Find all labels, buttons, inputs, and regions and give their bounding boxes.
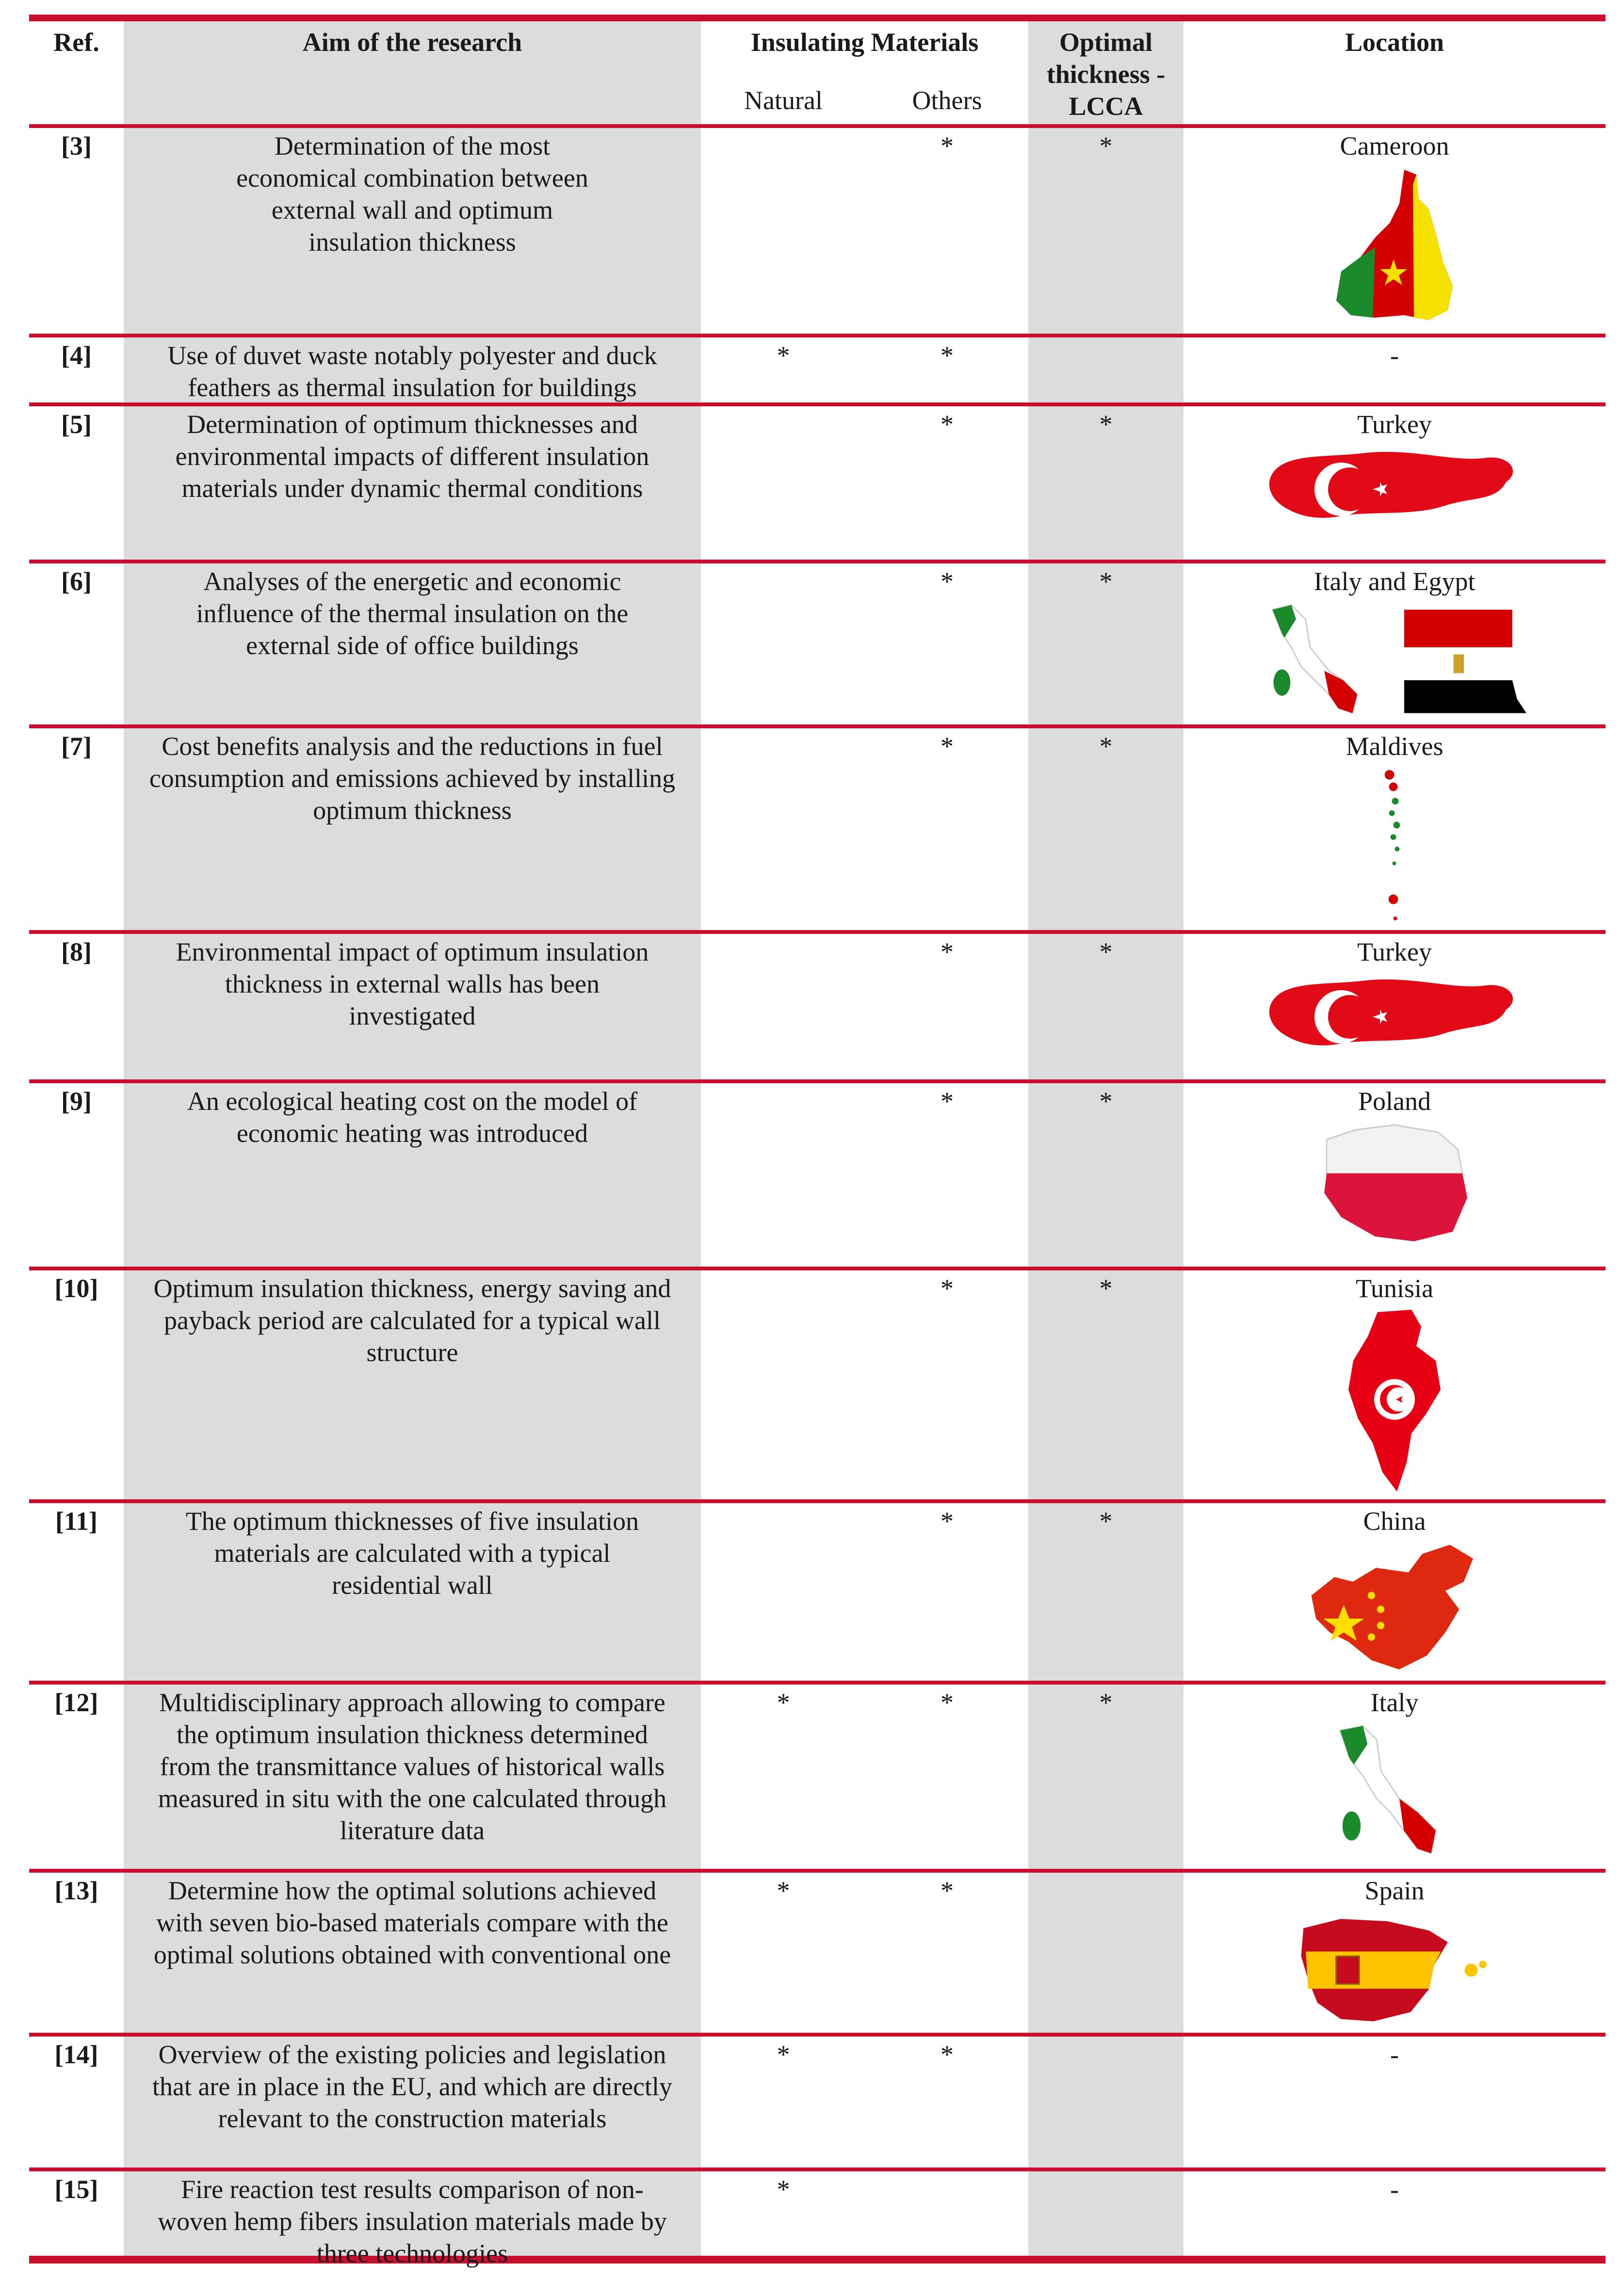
row-ref: [5]	[61, 410, 92, 439]
header-natural: Natural	[744, 86, 823, 115]
header-others: Others	[912, 86, 982, 115]
row-aim: Fire reaction test results comparison of non-woven hemp fibers insulation materials made by three technologies	[158, 2175, 667, 2268]
row-divider	[29, 560, 1606, 563]
row-others: *	[941, 341, 954, 370]
row-aim: Determine how the optimal solutions achieved with seven bio-based materials compare with the optimal solutions obtained with conventional one	[153, 1876, 671, 1969]
row-ref: [14]	[54, 2040, 98, 2069]
turkey-map-icon	[1268, 443, 1521, 533]
row-optimal: *	[1099, 1507, 1113, 1536]
optimal-column-bg	[1028, 20, 1184, 2256]
row-aim: Analyses of the energetic and economic influence of the thermal insulation on the external side of office buildings	[196, 567, 629, 660]
row-divider	[29, 334, 1606, 337]
row-aim: Determination of optimum thicknesses and environmental impacts of different insulation materials under dynamic thermal conditions	[175, 410, 649, 503]
tunisia-map-icon	[1339, 1307, 1450, 1499]
row-ref: [12]	[54, 1688, 98, 1717]
row-others: *	[941, 937, 954, 966]
italy-map-icon	[1331, 1721, 1459, 1869]
row-location: -	[1390, 341, 1399, 370]
row-optimal: *	[1099, 131, 1113, 161]
row-others: *	[941, 131, 954, 161]
row-optimal: *	[1099, 1274, 1113, 1303]
row-natural: *	[777, 2175, 790, 2204]
row-optimal: *	[1099, 1688, 1113, 1717]
row-natural: *	[777, 1876, 790, 1905]
header-insulating: Insulating Materials	[750, 28, 979, 57]
row-others: *	[941, 1087, 954, 1116]
turkey-map-icon	[1268, 971, 1521, 1060]
row-aim: The optimum thicknesses of five insulation materials are calculated with a typical residential wall	[185, 1507, 639, 1600]
row-divider	[29, 724, 1606, 728]
row-ref: [9]	[61, 1087, 92, 1116]
row-location: Italy and Egypt	[1314, 567, 1476, 596]
row-location: Italy	[1370, 1688, 1419, 1717]
row-location: Maldives	[1346, 732, 1444, 761]
row-location: -	[1390, 2040, 1399, 2069]
row-others: *	[941, 410, 954, 439]
row-natural: *	[777, 1688, 790, 1717]
row-optimal: *	[1099, 732, 1113, 761]
row-divider	[29, 1869, 1606, 1873]
row-divider	[29, 2033, 1606, 2037]
row-location: Turkey	[1357, 410, 1432, 439]
row-natural: *	[777, 2040, 790, 2069]
row-divider	[29, 930, 1606, 934]
row-others: *	[941, 1876, 954, 1905]
row-ref: [13]	[54, 1876, 98, 1905]
row-location: Turkey	[1357, 937, 1432, 966]
row-aim: Environmental impact of optimum insulation thickness in external walls has been investigated	[176, 937, 649, 1030]
row-location: Spain	[1364, 1876, 1425, 1905]
row-aim: Multidisciplinary approach allowing to compare the optimum insulation thickness determined from the transmittance values of historical walls measured in situ with the one calculated through literature data	[158, 1688, 667, 1845]
row-ref: [4]	[61, 341, 92, 370]
row-optimal: *	[1099, 937, 1113, 966]
row-ref: [15]	[54, 2175, 98, 2204]
row-others: *	[941, 732, 954, 761]
top-rule	[29, 15, 1606, 21]
row-divider	[29, 1681, 1606, 1685]
row-location: Cameroon	[1340, 131, 1449, 161]
row-divider	[29, 1079, 1606, 1083]
header-ref: Ref.	[53, 28, 99, 57]
row-location: China	[1363, 1507, 1426, 1536]
row-others: *	[941, 2040, 954, 2069]
row-optimal: *	[1099, 567, 1113, 596]
row-aim: Cost benefits analysis and the reductions in fuel consumption and emissions achieved by installing optimum thickness	[149, 732, 676, 825]
row-aim: Use of duvet waste notably polyester and duck feathers as thermal insulation for buildings	[167, 341, 657, 402]
cameroon-map-icon	[1331, 165, 1458, 327]
row-others: *	[941, 567, 954, 596]
row-others: *	[941, 1688, 954, 1717]
header-location: Location	[1345, 28, 1444, 57]
row-divider	[29, 2168, 1606, 2171]
row-location: Poland	[1358, 1087, 1431, 1116]
row-divider	[29, 124, 1606, 128]
row-optimal: *	[1099, 410, 1113, 439]
row-ref: [10]	[54, 1274, 98, 1303]
row-aim: Optimum insulation thickness, energy saving and payback period are calculated for a typical wall structure	[153, 1274, 671, 1367]
row-ref: [3]	[61, 131, 92, 161]
row-divider	[29, 1267, 1606, 1270]
row-location: -	[1390, 2175, 1399, 2204]
header-optimal: Optimal thickness - LCCA	[1046, 28, 1166, 121]
row-location: Tunisia	[1355, 1274, 1434, 1303]
row-others: *	[941, 1274, 954, 1303]
row-ref: [7]	[61, 732, 92, 761]
row-others: *	[941, 1507, 954, 1536]
row-natural: *	[777, 341, 790, 370]
row-divider	[29, 1499, 1606, 1503]
row-aim: Determination of the most economical combination between external wall and optimum insulation thickness	[236, 131, 588, 257]
china-map-icon	[1307, 1540, 1482, 1681]
italy-egypt-map-icon	[1263, 600, 1526, 725]
spain-map-icon	[1294, 1910, 1494, 2033]
row-aim: Overview of the existing policies and legislation that are in place in the EU, and which are directly relevant to the construction materials	[152, 2040, 673, 2133]
row-ref: [8]	[61, 937, 92, 966]
row-optimal: *	[1099, 1087, 1113, 1116]
header-aim: Aim of the research	[302, 28, 522, 57]
poland-map-icon	[1317, 1120, 1472, 1249]
row-ref: [11]	[55, 1507, 97, 1536]
row-aim: An ecological heating cost on the model of economic heating was introduced	[187, 1087, 638, 1148]
row-ref: [6]	[61, 567, 92, 596]
maldives-map-icon	[1375, 765, 1413, 931]
